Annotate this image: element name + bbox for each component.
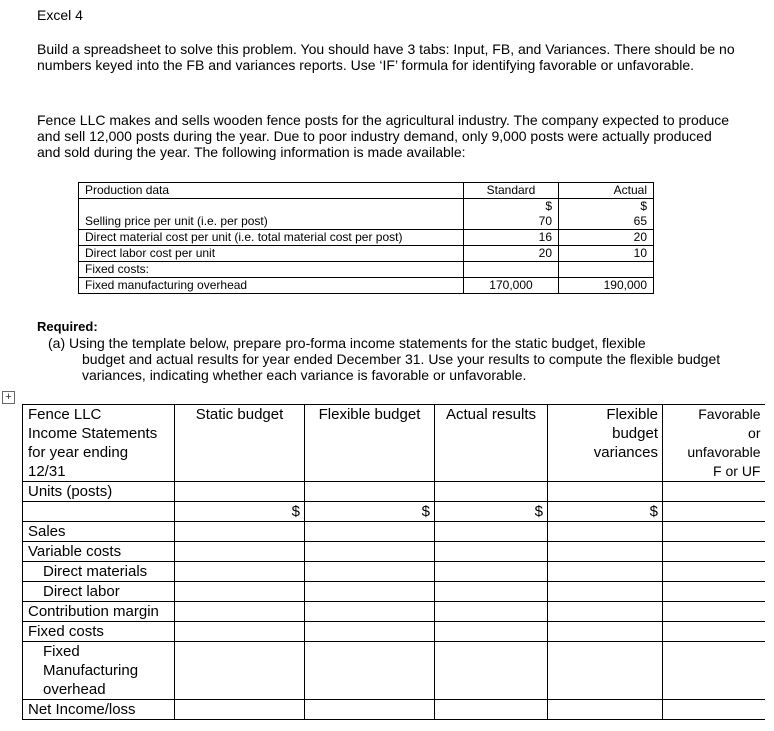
problem-paragraph: Fence LLC makes and sells wooden fence posts for the agricultural industry. The company expected to produce and sell 12,000 posts during the year. Due to poor industry demand, only 9,000 posts were actually produced and sold during the year. The following information is made available:	[37, 112, 730, 160]
production-header-label: Production data	[79, 183, 464, 199]
fixed-costs-row	[23, 622, 765, 642]
direct-labor-row	[23, 582, 765, 602]
net-income-row	[23, 700, 765, 720]
contribution-margin-label: Contribution margin	[23, 602, 175, 622]
variance-header: Flexible budget variances	[548, 405, 663, 482]
production-data-table	[78, 182, 654, 294]
sales-row	[23, 522, 765, 542]
variable-costs-row	[23, 542, 765, 562]
fixed-overhead-row	[23, 642, 765, 700]
direct-labor-label: Direct labor	[23, 582, 175, 602]
fixed-overhead-label: Fixed Manufacturing overhead	[23, 642, 175, 700]
production-row: Direct labor cost per unit 20 10	[79, 246, 654, 262]
standard-currency: $	[464, 199, 559, 215]
fixed-overhead-actual: 190,000	[559, 278, 654, 294]
income-header-row	[23, 405, 765, 482]
fixed-costs-row	[79, 262, 654, 278]
currency-row	[79, 199, 654, 215]
document-title: Excel 4	[37, 7, 83, 23]
fixed-costs-label: Fixed costs	[23, 622, 175, 642]
units-row	[23, 482, 765, 502]
actual-currency: $	[559, 199, 654, 215]
variable-costs-label: Variable costs	[23, 542, 175, 562]
fixed-overhead-standard: 170,000	[464, 278, 559, 294]
instructions-paragraph: Build a spreadsheet to solve this problem. You should have 3 tabs: Input, FB, and Variances. There should be no numbers keyed into the FB and variances reports. Use ‘IF’ formula for identifying favorable or unfavorable.	[37, 41, 735, 73]
net-income-label: Net Income/loss	[23, 700, 175, 720]
favorable-header: Favorable or unfavorable F or UF	[663, 405, 765, 482]
fixed-overhead-row	[79, 278, 654, 294]
fixed-costs-label: Fixed costs:	[79, 262, 464, 278]
flexible-budget-header: Flexible budget	[305, 405, 435, 482]
expand-table-icon[interactable]: +	[2, 391, 15, 404]
direct-materials-row	[23, 562, 765, 582]
static-budget-header: Static budget	[175, 405, 305, 482]
direct-materials-label: Direct materials	[23, 562, 175, 582]
required-label: Required:	[37, 319, 98, 334]
standard-header: Standard	[464, 183, 559, 199]
currency-row: $ $ $ $	[23, 502, 765, 522]
required-part-a: (a) Using the template below, prepare pro-forma income statements for the static budget, flexible budget and actual results for year ended December 31. Use your results to compute the flexible budget variances, indicating whether each variance is favorable or unfavorable.	[48, 335, 721, 383]
production-row: Selling price per unit (i.e. per post) 70 65	[79, 214, 654, 230]
units-label: Units (posts)	[23, 482, 175, 502]
actual-results-header: Actual results	[435, 405, 548, 482]
actual-header: Actual	[559, 183, 654, 199]
contribution-margin-row	[23, 602, 765, 622]
fixed-overhead-label: Fixed manufacturing overhead	[79, 278, 464, 294]
income-statement-table	[22, 404, 765, 720]
production-header-row	[79, 183, 654, 199]
sales-label: Sales	[23, 522, 175, 542]
production-row: Direct material cost per unit (i.e. total material cost per post) 16 20	[79, 230, 654, 246]
company-header: Fence LLC Income Statements for year ending 12/31	[23, 405, 175, 482]
